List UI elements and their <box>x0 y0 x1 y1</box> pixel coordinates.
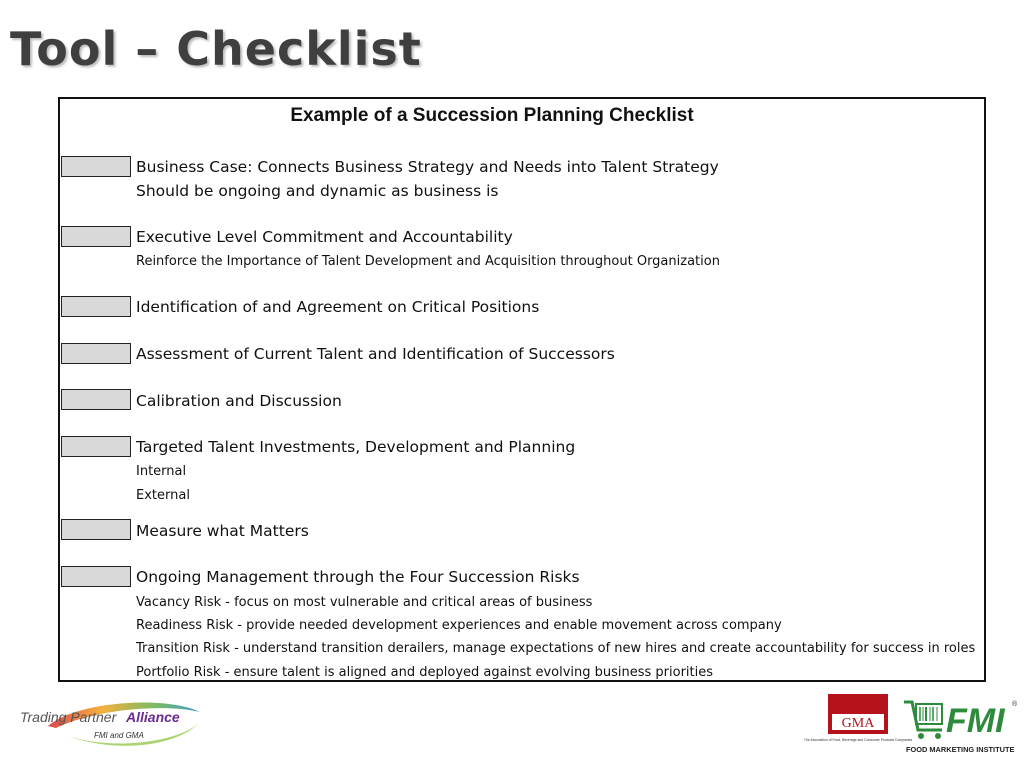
checklist-item-note: Readiness Risk - provide needed development experiences and enable movement across company <box>136 618 782 633</box>
checkbox-calibration[interactable] <box>61 389 131 410</box>
checklist-item-label: Business Case: Connects Business Strategy and Needs into Talent Strategy <box>136 158 719 176</box>
checkbox-talent-investments[interactable] <box>61 436 131 457</box>
checklist-item-note: Should be ongoing and dynamic as business is <box>136 182 499 200</box>
fmi-logo <box>902 696 1020 756</box>
svg-text:Alliance: Alliance <box>126 709 180 725</box>
checklist-item-note: Portfolio Risk - ensure talent is aligned and deployed against evolving business priorities <box>136 665 714 680</box>
slide-title: Tool – Checklist <box>10 22 422 76</box>
svg-text:GMA: GMA <box>841 716 875 731</box>
svg-text:FMI and GMA: FMI and GMA <box>94 731 144 740</box>
checklist-item-note: External <box>136 488 190 503</box>
checkbox-executive-commitment[interactable] <box>61 226 131 247</box>
checklist-item-label: Calibration and Discussion <box>136 392 342 410</box>
checklist-item-label: Targeted Talent Investments, Development and Planning <box>136 438 576 456</box>
checkbox-critical-positions[interactable] <box>61 296 131 317</box>
checkbox-succession-risks[interactable] <box>61 566 131 587</box>
checklist-item-note: Reinforce the Importance of Talent Development and Acquisition throughout Organization <box>136 254 720 269</box>
svg-text:Trading Partner: Trading Partner <box>20 709 117 725</box>
svg-text:The Association of Food, Bever: The Association of Food, Beverage and Consumer Products Companies <box>803 738 913 742</box>
checklist-frame <box>58 97 986 682</box>
checklist-item-label: Identification of and Agreement on Critical Positions <box>136 298 540 316</box>
checklist-item-label: Ongoing Management through the Four Succession Risks <box>136 568 580 586</box>
checklist-item-label: Measure what Matters <box>136 522 309 540</box>
checkbox-talent-assessment[interactable] <box>61 343 131 364</box>
trading-partner-alliance-logo <box>8 692 208 754</box>
svg-text:FOOD MARKETING INSTITUTE: FOOD MARKETING INSTITUTE <box>906 745 1015 754</box>
svg-text:FMI: FMI <box>946 702 1005 740</box>
checklist-heading: Example of a Succession Planning Checklist <box>290 105 694 126</box>
checklist-item-label: Executive Level Commitment and Accountability <box>136 228 513 246</box>
shopping-cart-icon <box>904 702 942 739</box>
checklist-item-note: Vacancy Risk - focus on most vulnerable and critical areas of business <box>136 595 593 610</box>
checklist-item-label: Assessment of Current Talent and Identification of Successors <box>136 345 615 363</box>
checkbox-measure[interactable] <box>61 519 131 540</box>
checklist-item-note: Internal <box>136 464 187 479</box>
svg-text:®: ® <box>1012 701 1018 708</box>
checklist-item-note: Transition Risk - understand transition derailers, manage expectations of new hires and create accountability for success in roles <box>136 641 976 656</box>
gma-logo <box>803 692 913 756</box>
checkbox-business-case[interactable] <box>61 156 131 177</box>
